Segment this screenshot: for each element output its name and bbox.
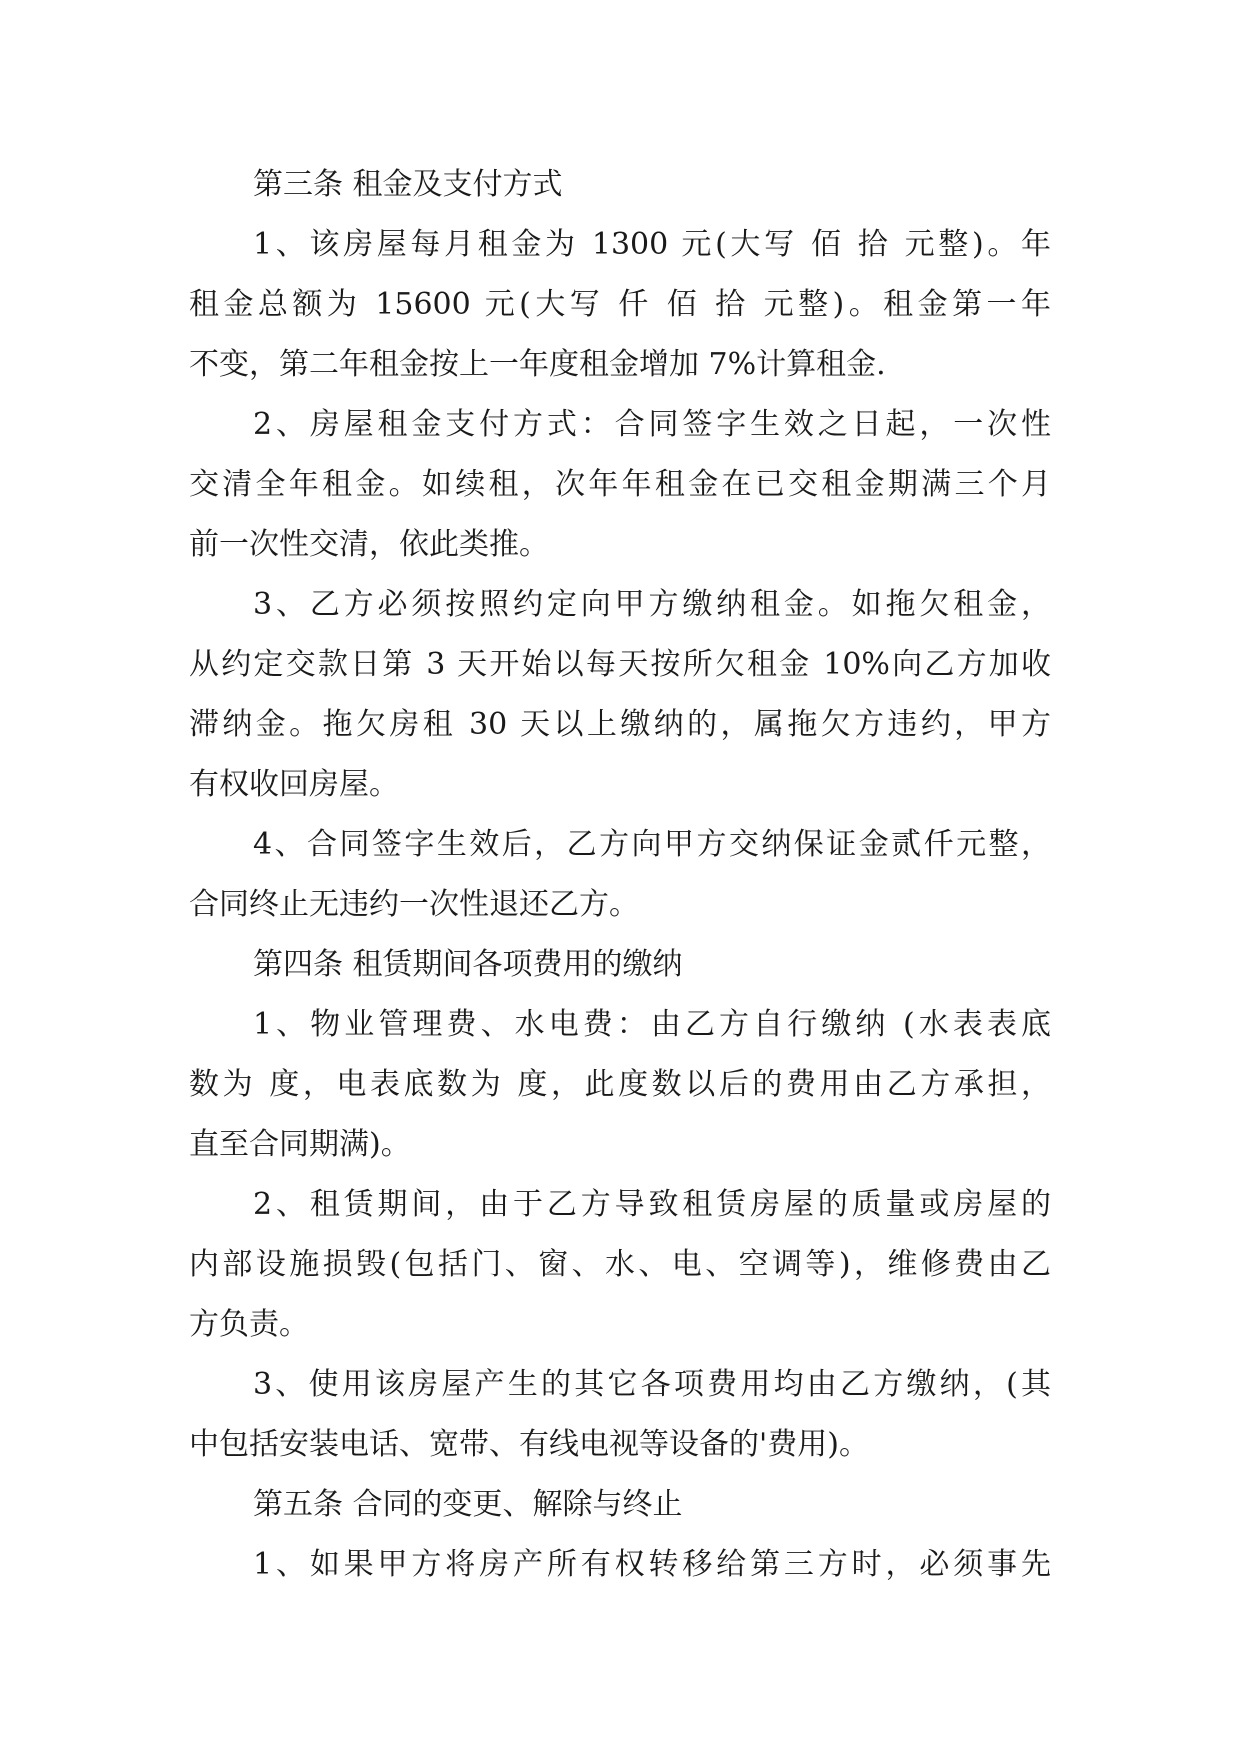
text-line: 有权收回房屋。 [189, 767, 399, 802]
text-line: 3、使用该房屋产生的其它各项费用均由乙方缴纳，(其 [253, 1367, 1051, 1402]
text-line: 1、物业管理费、水电费：由乙方自行缴纳 (水表表底 [253, 1007, 1051, 1042]
text-line: 数为 度，电表底数为 度，此度数以后的费用由乙方承担， [189, 1067, 1051, 1102]
text-line: 2、房屋租金支付方式：合同签字生效之日起，一次性 [253, 407, 1051, 442]
text-line: 1、如果甲方将房产所有权转移给第三方时，必须事先 [253, 1547, 1051, 1582]
text-line: 1、该房屋每月租金为 1300 元(大写 佰 拾 元整)。年 [253, 227, 1051, 262]
text-line: 不变，第二年租金按上一年度租金增加 7%计算租金. [189, 347, 886, 382]
text-line: 合同终止无违约一次性退还乙方。 [189, 887, 639, 922]
text-line: 滞纳金。拖欠房租 30 天以上缴纳的，属拖欠方违约，甲方 [189, 707, 1051, 742]
text-line: 3、乙方必须按照约定向甲方缴纳租金。如拖欠租金， [253, 587, 1051, 622]
text-line: 租金总额为 15600 元(大写 仟 佰 拾 元整)。租金第一年 [189, 287, 1051, 322]
text-line: 从约定交款日第 3 天开始以每天按所欠租金 10%向乙方加收 [189, 647, 1051, 682]
document-page [189, 155, 1051, 1595]
text-line: 直至合同期满)。 [189, 1127, 411, 1162]
text-line: 内部设施损毁(包括门、窗、水、电、空调等)，维修费由乙 [189, 1247, 1051, 1282]
article-heading: 第四条 租赁期间各项费用的缴纳 [253, 947, 683, 982]
text-line: 交清全年租金。如续租，次年年租金在已交租金期满三个月 [189, 467, 1051, 502]
article-heading: 第五条 合同的变更、解除与终止 [253, 1487, 683, 1522]
text-line: 中包括安装电话、宽带、有线电视等设备的'费用)。 [189, 1427, 869, 1462]
text-line: 4、合同签字生效后，乙方向甲方交纳保证金贰仟元整， [253, 827, 1051, 862]
article-heading: 第三条 租金及支付方式 [253, 167, 563, 202]
text-line: 前一次性交清，依此类推。 [189, 527, 549, 562]
text-line: 方负责。 [189, 1307, 309, 1342]
text-line: 2、租赁期间，由于乙方导致租赁房屋的质量或房屋的 [253, 1187, 1051, 1222]
